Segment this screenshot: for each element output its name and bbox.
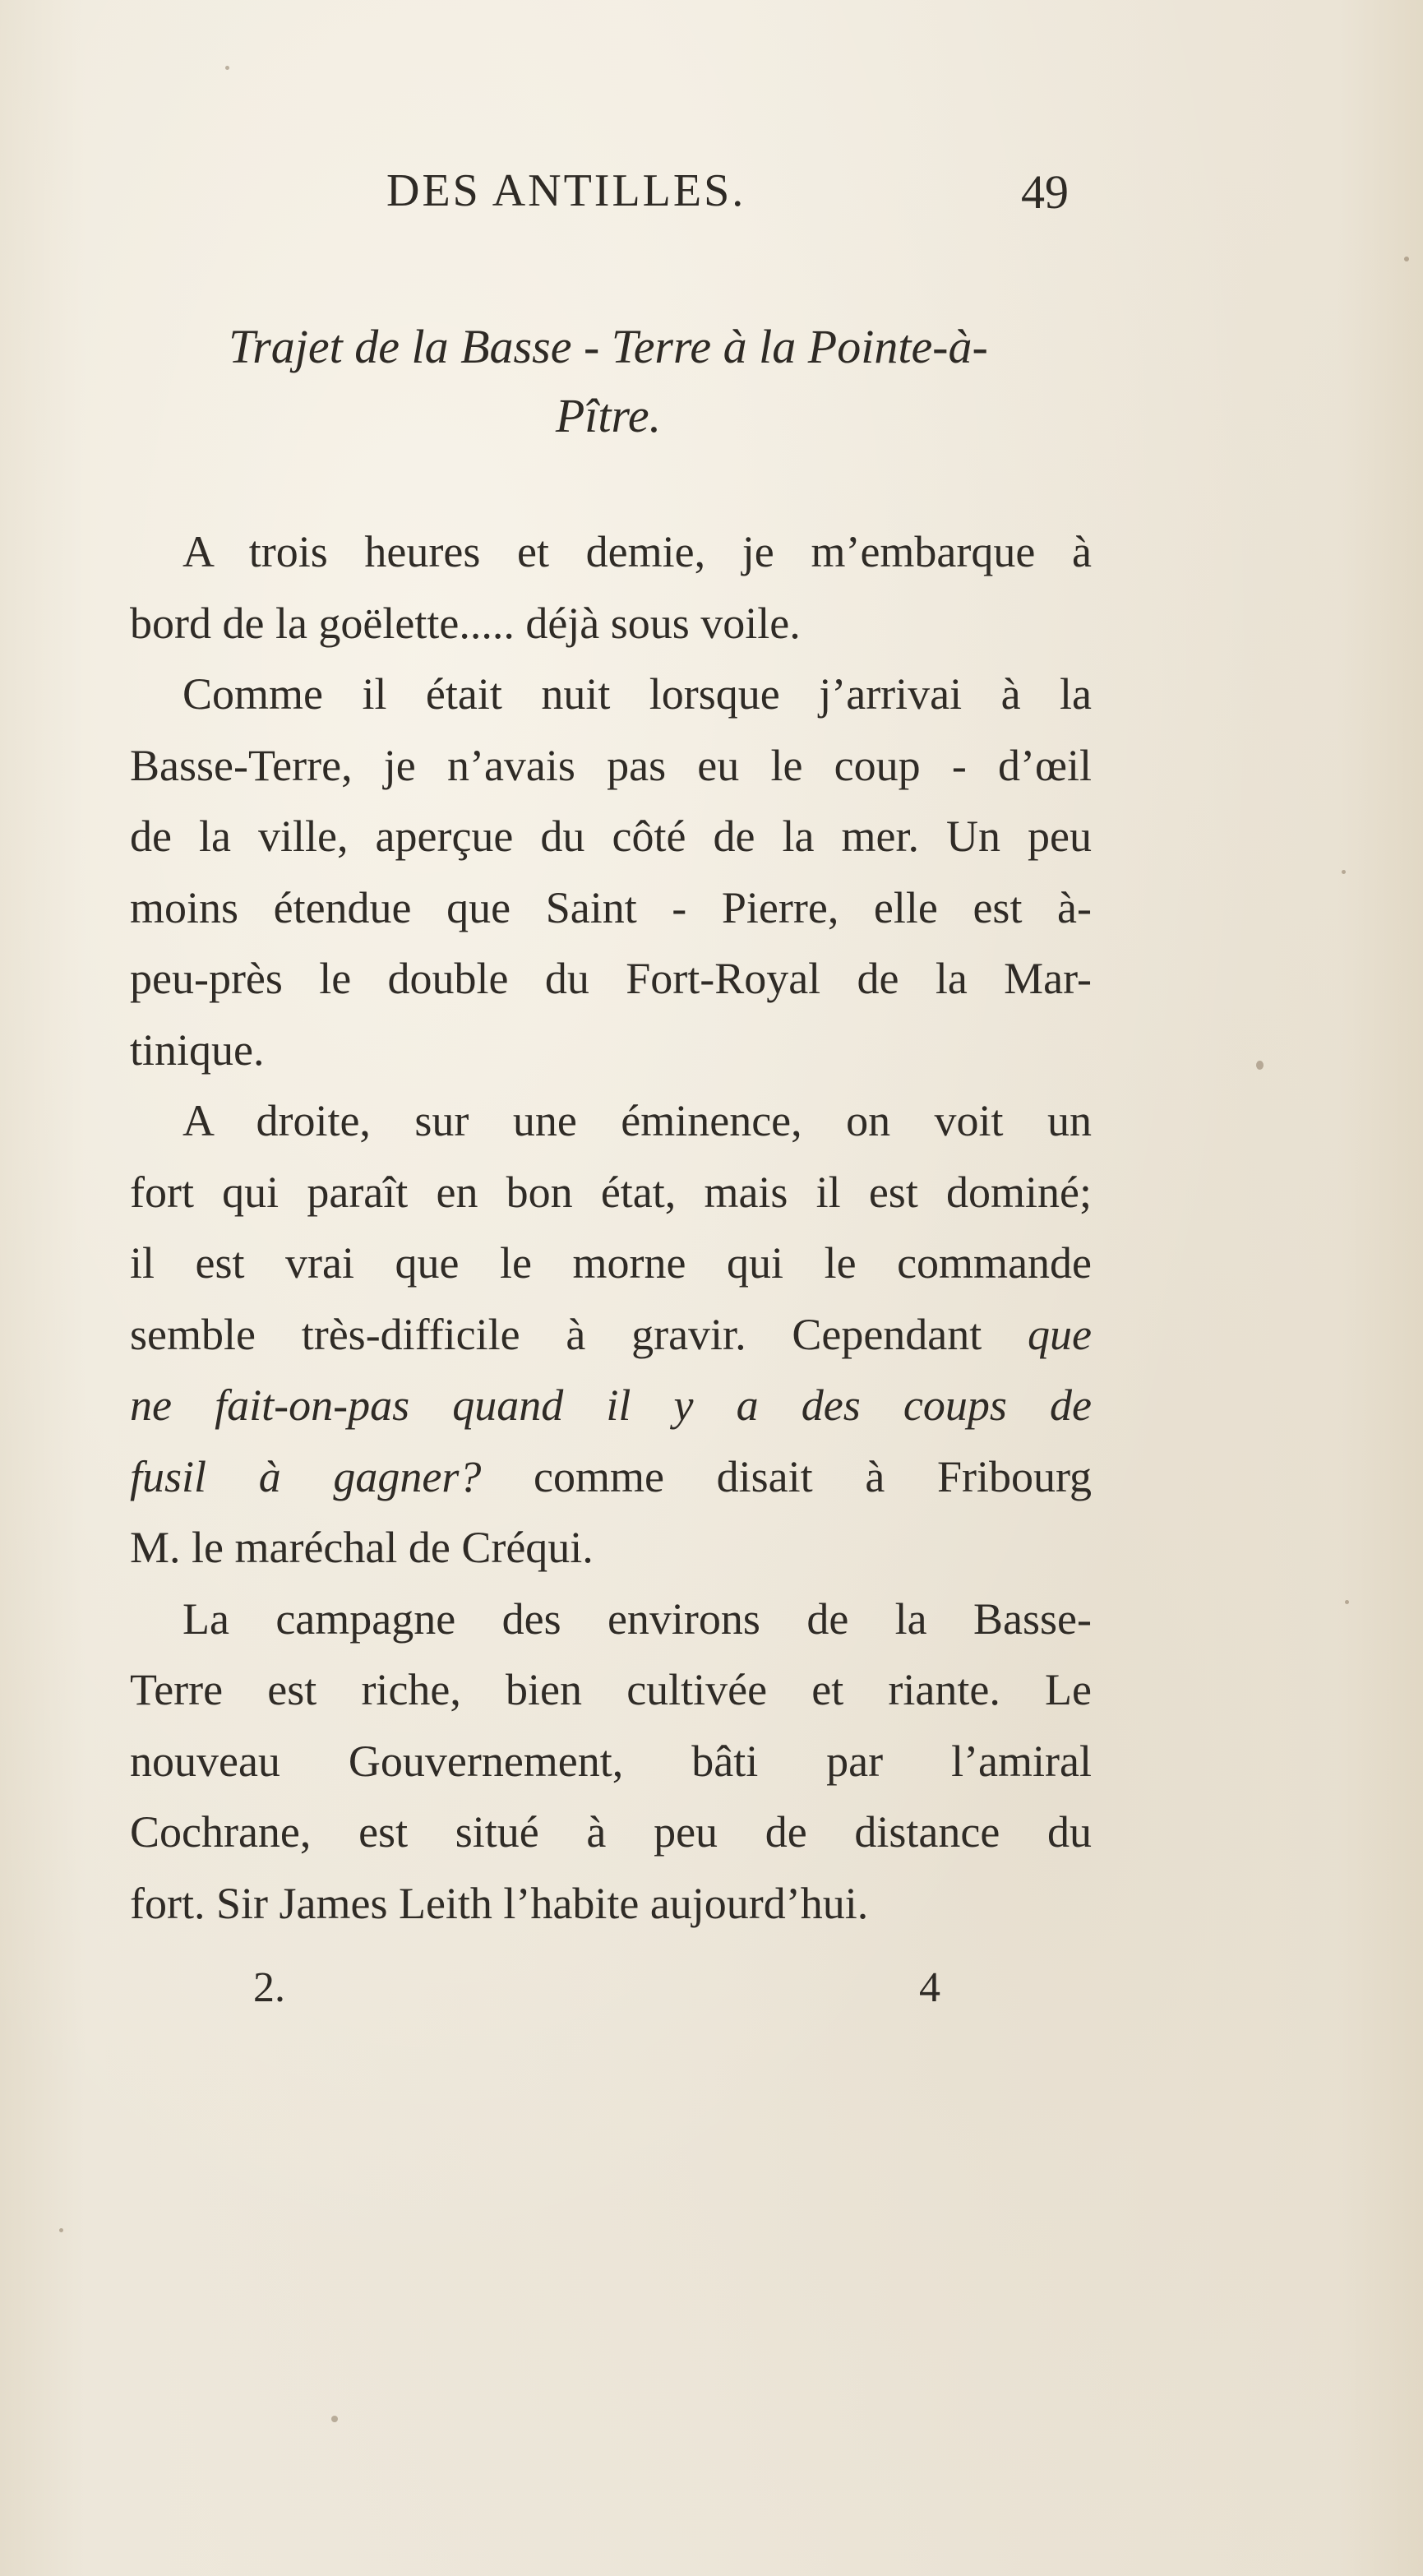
foxing-spot — [225, 66, 229, 70]
italic-text-run: fusil à gagner? — [130, 1451, 482, 1501]
text-line — [130, 1441, 1092, 1513]
text-run: comme disait à Fribourg — [534, 1451, 1092, 1501]
paragraph — [130, 516, 1092, 659]
section-title — [123, 312, 1093, 451]
foxing-spot — [1345, 1600, 1349, 1604]
foxing-spot — [1256, 1061, 1264, 1070]
foxing-spot — [59, 2228, 63, 2232]
italic-text-line: ne fait-on-pas quand il y a des coups de — [130, 1380, 1092, 1430]
text-line: fort. Sir James Leith l’habite aujourd’hui. — [130, 1878, 869, 1928]
text-line — [130, 1299, 1092, 1371]
text-line: La campagne des environs de la Basse- — [182, 1593, 1092, 1644]
text-line: Cochrane, est situé à peu de distance du — [130, 1807, 1092, 1857]
text-line: de la ville, aperçue du côté de la mer. Un peu — [130, 812, 1092, 861]
text-line: Basse-Terre, je n’avais pas eu le coup - d’œil — [130, 740, 1092, 790]
paragraph — [130, 659, 1092, 1085]
signature-mark: 2. — [253, 1964, 285, 2011]
text-line: tinique. — [130, 1024, 265, 1075]
text-line: moins étendue que Saint - Pierre, elle est à- — [130, 882, 1092, 932]
foxing-spot — [1404, 257, 1409, 261]
foxing-spot — [1342, 870, 1346, 874]
text-line: M. le maréchal de Créqui. — [130, 1523, 594, 1572]
body-text — [130, 516, 1092, 1939]
foxing-spot — [331, 2416, 338, 2422]
italic-text-run: que — [1028, 1309, 1092, 1359]
page-number: 49 — [1021, 165, 1069, 219]
catchword: 4 — [919, 1964, 940, 2011]
paragraph — [130, 1584, 1092, 1940]
page-header — [123, 164, 1077, 222]
text-line: Terre est riche, bien cultivée et riante. Le — [130, 1665, 1092, 1714]
section-title-line: Pître. — [555, 389, 662, 442]
text-line: Comme il était nuit lorsque j’arrivai à la — [182, 669, 1092, 719]
text-line: fort qui paraît en bon état, mais il est dominé; — [130, 1167, 1092, 1217]
text-line: il est vrai que le morne qui le commande — [130, 1238, 1092, 1288]
text-line: A trois heures et demie, je m’embarque à — [182, 527, 1092, 576]
text-run: semble très-difficile à gravir. Cependant — [130, 1309, 982, 1359]
text-line: nouveau Gouvernement, bâti par l’amiral — [130, 1736, 1092, 1786]
text-line: A droite, sur une éminence, on voit un — [182, 1096, 1092, 1145]
paragraph — [130, 1085, 1092, 1584]
text-line: bord de la goëlette..... déjà sous voile. — [130, 598, 801, 648]
section-title-line: Trajet de la Basse - Terre à la Pointe-à- — [229, 320, 988, 373]
text-line: peu-près le double du Fort-Royal de la Mar- — [130, 954, 1092, 1003]
running-title: DES ANTILLES. — [386, 165, 746, 216]
